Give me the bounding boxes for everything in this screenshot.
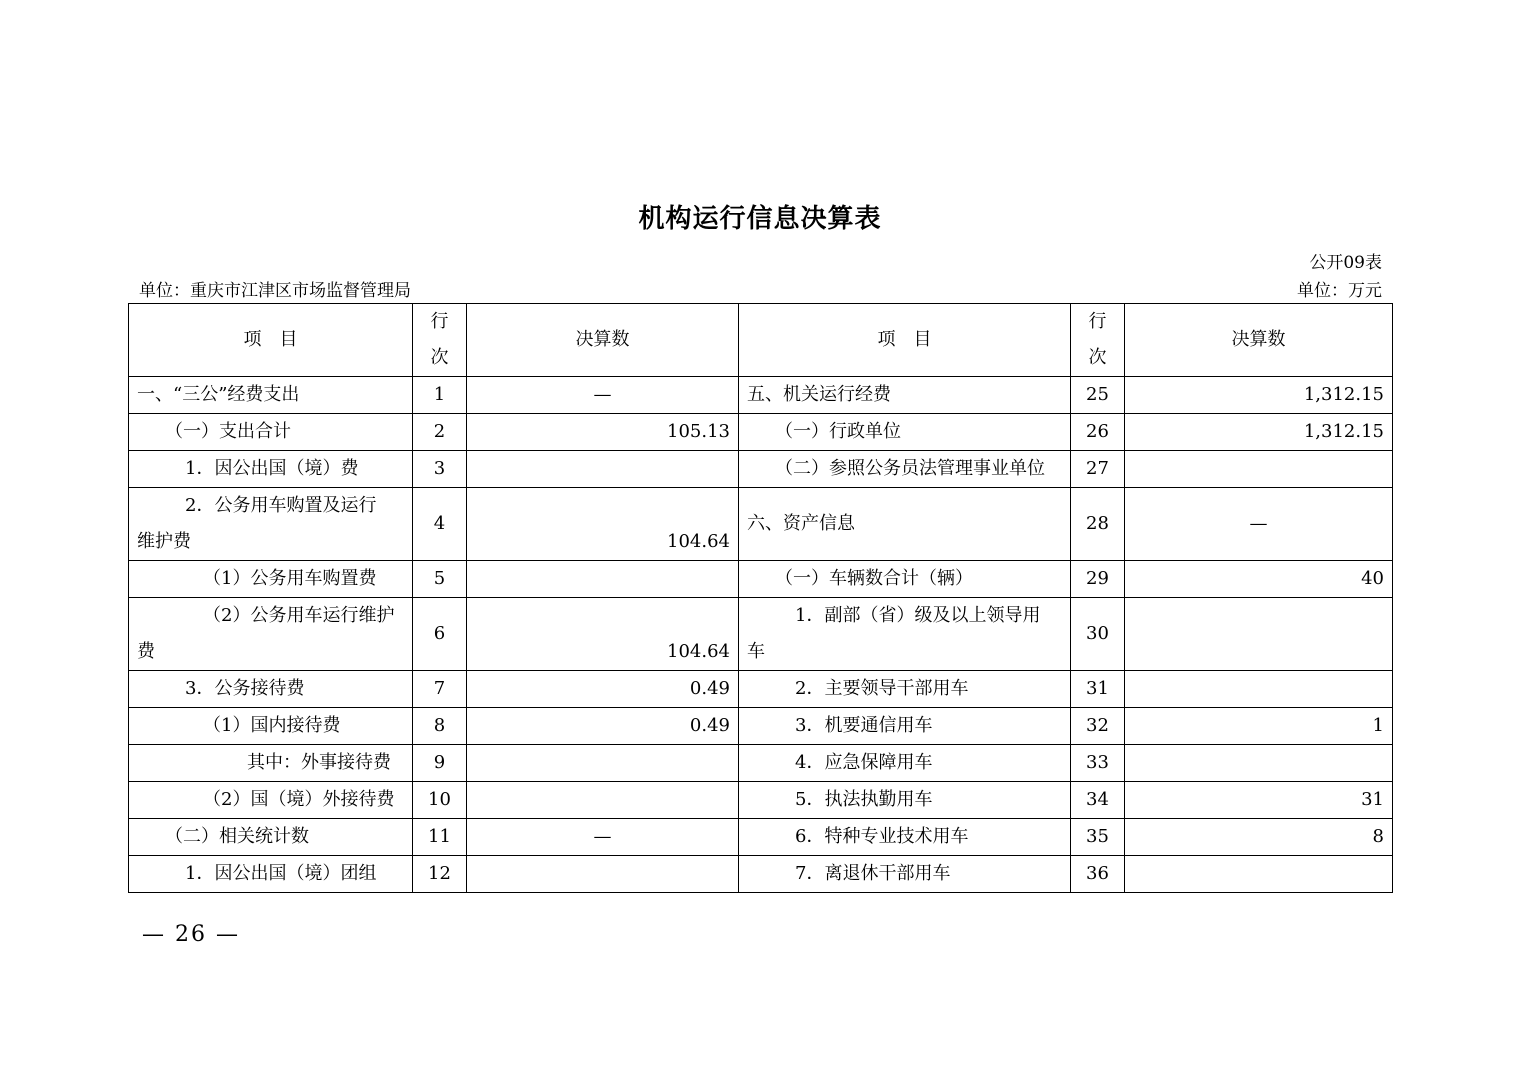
item-label: （2）国（境）外接待费 (129, 782, 413, 819)
row-seq: 30 (1071, 598, 1125, 671)
row-seq: 29 (1071, 561, 1125, 598)
row-seq: 34 (1071, 782, 1125, 819)
item-label: （二）相关统计数 (129, 819, 413, 856)
row-seq: 5 (413, 561, 467, 598)
amount-value (1125, 671, 1393, 708)
row-seq: 33 (1071, 745, 1125, 782)
amount-value: 0.49 (467, 708, 739, 745)
item-label: 3．机要通信用车 (739, 708, 1071, 745)
item-label: 6．特种专业技术用车 (739, 819, 1071, 856)
row-seq: 11 (413, 819, 467, 856)
row-seq: 10 (413, 782, 467, 819)
table-row (129, 745, 1393, 782)
row-seq: 7 (413, 671, 467, 708)
amount-value: 0.49 (467, 671, 739, 708)
row-seq: 2 (413, 414, 467, 451)
row-seq: 9 (413, 745, 467, 782)
header-item-left: 项 目 (129, 304, 413, 377)
amount-value: — (1125, 488, 1393, 561)
amount-value (1125, 598, 1393, 671)
currency-unit: 单位：万元 (1297, 281, 1382, 301)
item-label: （一）车辆数合计（辆） (739, 561, 1071, 598)
row-seq: 25 (1071, 377, 1125, 414)
amount-value: — (467, 819, 739, 856)
table-row (129, 856, 1393, 893)
table-row (129, 819, 1393, 856)
row-seq: 32 (1071, 708, 1125, 745)
page-number: — 26 — (142, 922, 240, 947)
item-label: （一）行政单位 (739, 414, 1071, 451)
table-row (129, 488, 1393, 561)
item-label: 4．应急保障用车 (739, 745, 1071, 782)
amount-value (1125, 451, 1393, 488)
amount-value (1125, 745, 1393, 782)
item-label: 1．因公出国（境）费 (129, 451, 413, 488)
row-seq: 36 (1071, 856, 1125, 893)
form-number: 公开09表 (1309, 253, 1382, 273)
header-item-right: 项 目 (739, 304, 1071, 377)
row-seq: 27 (1071, 451, 1125, 488)
table-row (129, 598, 1393, 671)
row-seq: 1 (413, 377, 467, 414)
amount-value (1125, 856, 1393, 893)
item-label: 1．副部（省）级及以上领导用 车 (739, 598, 1071, 671)
row-seq: 6 (413, 598, 467, 671)
amount-value (467, 856, 739, 893)
header-amount-right: 决算数 (1125, 304, 1393, 377)
row-seq: 35 (1071, 819, 1125, 856)
amount-value (467, 782, 739, 819)
amount-value: 104.64 (467, 598, 739, 671)
item-label: （1）公务用车购置费 (129, 561, 413, 598)
amount-value: 40 (1125, 561, 1393, 598)
table-row (129, 451, 1393, 488)
table-row (129, 377, 1393, 414)
item-label: 3．公务接待费 (129, 671, 413, 708)
amount-value (467, 451, 739, 488)
row-seq: 12 (413, 856, 467, 893)
row-seq: 26 (1071, 414, 1125, 451)
amount-value: 104.64 (467, 488, 739, 561)
row-seq: 8 (413, 708, 467, 745)
amount-value: 1 (1125, 708, 1393, 745)
item-label: 一、“三公”经费支出 (129, 377, 413, 414)
item-label: （1）国内接待费 (129, 708, 413, 745)
document-title: 机构运行信息决算表 (638, 204, 882, 234)
amount-value: 1,312.15 (1125, 414, 1393, 451)
table-header-row (129, 304, 1393, 377)
header-seq-left: 行 次 (413, 304, 467, 377)
table-row (129, 561, 1393, 598)
item-label: 1．因公出国（境）团组 (129, 856, 413, 893)
item-label: （二）参照公务员法管理事业单位 (739, 451, 1071, 488)
item-label: 其中：外事接待费 (129, 745, 413, 782)
row-seq: 3 (413, 451, 467, 488)
reporting-unit: 单位：重庆市江津区市场监督管理局 (139, 281, 411, 301)
amount-value (467, 561, 739, 598)
item-label: 六、资产信息 (739, 488, 1071, 561)
item-label: 2．公务用车购置及运行 维护费 (129, 488, 413, 561)
table-row (129, 414, 1393, 451)
amount-value: 8 (1125, 819, 1393, 856)
budget-table (128, 303, 1393, 893)
table-row (129, 708, 1393, 745)
table-row (129, 671, 1393, 708)
table-row (129, 782, 1393, 819)
amount-value: 1,312.15 (1125, 377, 1393, 414)
row-seq: 28 (1071, 488, 1125, 561)
header-seq-right: 行 次 (1071, 304, 1125, 377)
amount-value: 31 (1125, 782, 1393, 819)
row-seq: 4 (413, 488, 467, 561)
item-label: （2）公务用车运行维护 费 (129, 598, 413, 671)
item-label: （一）支出合计 (129, 414, 413, 451)
item-label: 五、机关运行经费 (739, 377, 1071, 414)
item-label: 2．主要领导干部用车 (739, 671, 1071, 708)
row-seq: 31 (1071, 671, 1125, 708)
item-label: 7．离退休干部用车 (739, 856, 1071, 893)
amount-value (467, 745, 739, 782)
amount-value: 105.13 (467, 414, 739, 451)
header-amount-left: 决算数 (467, 304, 739, 377)
item-label: 5．执法执勤用车 (739, 782, 1071, 819)
amount-value: — (467, 377, 739, 414)
